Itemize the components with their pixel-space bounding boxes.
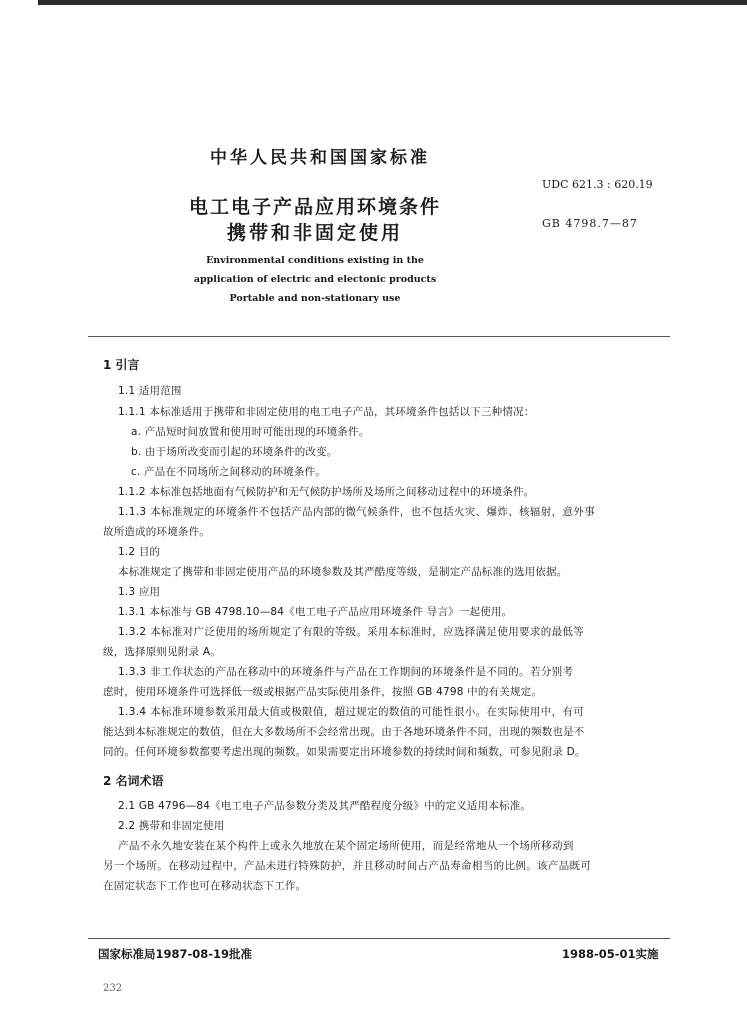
- gb-standard-number: GB 4798.7—87: [542, 217, 638, 230]
- clause-line: 2.1 GB 4796—84《电工电子产品参数分类及其严酷程度分级》中的定义适用本标准。: [118, 800, 532, 812]
- top-border-rule: [38, 0, 747, 5]
- clause-line: 产品不永久地安装在某个构件上或永久地放在某个固定场所使用，而是经常地从一个场所移动到: [118, 840, 574, 852]
- clause-line: 1.2 目的: [118, 546, 161, 558]
- approval-date: 国家标准局1987-08-19批准: [98, 947, 253, 961]
- list-item: b. 由于场所改变而引起的环境条件的改变。: [131, 446, 338, 458]
- clause-line: 1.1.3 本标准规定的环境条件不包括产品内部的微气候条件，也不包括火灾、爆炸、核辐射，意外事: [118, 506, 596, 518]
- english-title-line: Portable and non-stationary use: [229, 293, 401, 304]
- clause-line: 2.2 携带和非固定使用: [118, 820, 225, 832]
- clause-line: 1.1.1 本标准适用于携带和非固定使用的电工电子产品，其环境条件包括以下三种情况：: [118, 406, 535, 418]
- clause-line: 本标准规定了携带和非固定使用产品的环境参数及其严酷度等级，是制定产品标准的选用依据。: [118, 566, 568, 578]
- english-title-line: Environmental conditions existing in the: [206, 255, 424, 266]
- footer-divider: [88, 938, 670, 939]
- clause-line: 1.3.2 本标准对广泛使用的场所规定了有限的等级。采用本标准时，应选择满足使用要求的最低等: [118, 626, 585, 638]
- clause-line: 1.3.4 本标准环境参数采用最大值或极限值，超过规定的数值的可能性很小。在实际使用中，有可: [118, 706, 585, 718]
- clause-line: 在固定状态下工作也可在移动状态下工作。: [103, 880, 307, 892]
- header-divider: [88, 336, 670, 337]
- section-heading: 1 引言: [103, 358, 140, 372]
- clause-line: 1.1.2 本标准包括地面有气候防护和无气候防护场所及场所之间移动过程中的环境条件。: [118, 486, 535, 498]
- clause-line: 能达到本标准规定的数值，但在大多数场所不会经常出现。由于各地环境条件不同，出现的频数也是不: [103, 726, 585, 738]
- section-heading: 2 名词术语: [103, 774, 164, 788]
- english-title-line: application of electric and electonic products: [193, 274, 437, 285]
- title-line-1: 电工电子产品应用环境条件: [188, 196, 441, 218]
- clause-line: 另一个场所。在移动过程中，产品未进行特殊防护，并且移动时间占产品寿命相当的比例。该产品既可: [103, 860, 592, 872]
- clause-line: 1.1 适用范围: [118, 385, 182, 397]
- clause-line: 故所造成的环境条件。: [103, 526, 210, 538]
- page-number: 232: [103, 983, 123, 994]
- clause-line: 级，选择原则见附录 A。: [103, 646, 221, 658]
- udc-code: UDC 621.3 : 620.19: [542, 178, 653, 191]
- title-line-2: 携带和非固定使用: [226, 222, 403, 244]
- clause-line: 1.3.3 非工作状态的产品在移动中的环境条件与产品在工作期间的环境条件是不同的。若分别考: [118, 666, 574, 678]
- organization-heading: 中华人民共和国国家标准: [210, 148, 430, 168]
- clause-line: 1.3 应用: [118, 586, 161, 598]
- clause-line: 1.3.1 本标准与 GB 4798.10—84《电工电子产品应用环境条件 导言》一起使用。: [118, 606, 513, 618]
- effective-date: 1988-05-01实施: [562, 947, 659, 961]
- list-item: a. 产品短时间放置和使用时可能出现的环境条件。: [131, 426, 370, 438]
- clause-line: 同的。任何环境参数都要考虑出现的频数。如果需要定出环境参数的持续时间和频数，可参见附录 D。: [103, 746, 586, 758]
- list-item: c. 产品在不同场所之间移动的环境条件。: [131, 466, 326, 478]
- clause-line: 虑时，使用环境条件可选择低一级或根据产品实际使用条件，按照 GB 4798 中的有关规定。: [103, 686, 543, 698]
